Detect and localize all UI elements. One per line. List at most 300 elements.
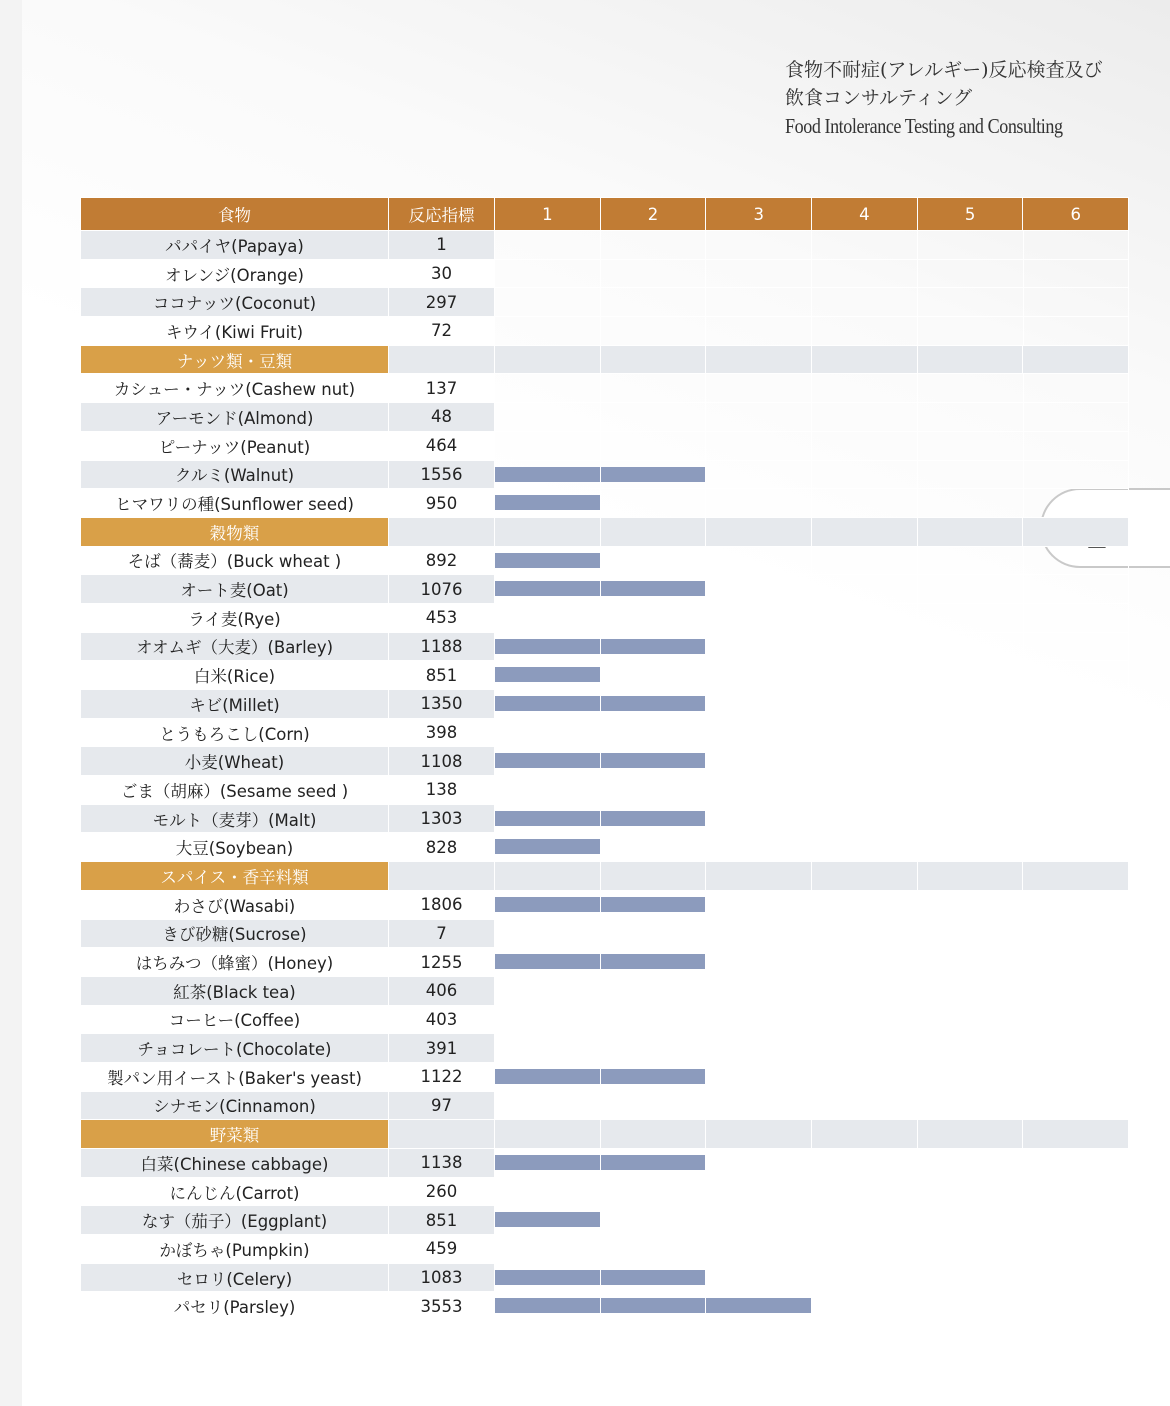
- food-name: セロリ(Celery): [81, 1263, 389, 1292]
- column-divider: [705, 374, 706, 402]
- col-header-level-6: 6: [1023, 198, 1129, 231]
- level-bar-cell: [495, 661, 1129, 690]
- column-divider: [917, 833, 918, 861]
- table-row: [81, 1034, 1129, 1063]
- reaction-index: 7: [389, 919, 495, 948]
- column-divider: [811, 260, 812, 288]
- table-row: [81, 403, 1129, 432]
- column-divider: [811, 719, 812, 747]
- table-row: [81, 1292, 1129, 1321]
- column-divider: [917, 260, 918, 288]
- food-name: 紅茶(Black tea): [81, 976, 389, 1005]
- table-row: [81, 1206, 1129, 1235]
- column-divider: [1023, 1063, 1024, 1091]
- level-bar-segment: [601, 1155, 707, 1170]
- column-divider: [1023, 747, 1024, 775]
- table-row: [81, 546, 1129, 575]
- level-bar-segment: [495, 639, 601, 654]
- level-bar-segment: [495, 954, 601, 969]
- level-bar-segment: [601, 639, 707, 654]
- header-title-jp-line1: 食物不耐症(アレルギー)反応検査及び: [785, 59, 1103, 81]
- column-divider: [600, 661, 601, 689]
- column-divider: [705, 805, 706, 833]
- reaction-index: 892: [389, 546, 495, 575]
- food-name: ピーナッツ(Peanut): [81, 431, 389, 460]
- food-name: パパイヤ(Papaya): [81, 231, 389, 260]
- level-bar-segment: [495, 553, 601, 568]
- food-name: オート麦(Oat): [81, 575, 389, 604]
- table-row: [81, 259, 1129, 288]
- level-bar-segment: [601, 1270, 707, 1285]
- level-bar-cell: [495, 632, 1129, 661]
- reaction-index: 464: [389, 431, 495, 460]
- column-divider: [917, 575, 918, 603]
- empty-cell: [917, 1120, 1023, 1149]
- column-divider: [811, 833, 812, 861]
- level-bar-cell: [495, 690, 1129, 719]
- column-divider: [705, 776, 706, 804]
- column-divider: [600, 1006, 601, 1034]
- reaction-index: 1350: [389, 690, 495, 719]
- column-divider: [917, 432, 918, 460]
- level-bar-cell: [495, 976, 1129, 1005]
- column-divider: [811, 403, 812, 431]
- level-bar-segment: [601, 696, 707, 711]
- level-bar-segment: [495, 495, 601, 510]
- column-divider: [811, 661, 812, 689]
- column-divider: [600, 747, 601, 775]
- column-divider: [1023, 604, 1024, 632]
- level-bar-cell: [495, 546, 1129, 575]
- column-divider: [917, 948, 918, 976]
- column-divider: [811, 891, 812, 919]
- level-bar-segment: [706, 1298, 812, 1313]
- column-divider: [917, 1178, 918, 1206]
- level-bar-cell: [495, 1292, 1129, 1321]
- column-divider: [705, 1034, 706, 1062]
- reaction-index: 97: [389, 1091, 495, 1120]
- column-divider: [917, 747, 918, 775]
- column-divider: [917, 805, 918, 833]
- column-divider: [811, 547, 812, 575]
- column-divider: [1023, 1206, 1024, 1234]
- column-divider: [811, 977, 812, 1005]
- column-divider: [917, 719, 918, 747]
- column-divider: [917, 288, 918, 316]
- level-bar-cell: [495, 919, 1129, 948]
- reaction-index: 297: [389, 288, 495, 317]
- column-divider: [600, 1206, 601, 1234]
- level-bar-cell: [495, 489, 1129, 518]
- column-divider: [600, 489, 601, 517]
- level-bar-cell: [495, 431, 1129, 460]
- column-divider: [811, 489, 812, 517]
- column-divider: [600, 432, 601, 460]
- column-divider: [600, 1092, 601, 1120]
- empty-cell: [495, 862, 601, 891]
- empty-cell: [600, 1120, 706, 1149]
- column-divider: [1023, 231, 1024, 259]
- level-bar-cell: [495, 890, 1129, 919]
- column-divider: [1023, 1034, 1024, 1062]
- category-label: 野菜類: [81, 1120, 389, 1149]
- table-row: [81, 632, 1129, 661]
- column-divider: [705, 604, 706, 632]
- table-row: [81, 231, 1129, 260]
- reaction-index: 1556: [389, 460, 495, 489]
- column-divider: [705, 948, 706, 976]
- reaction-index: 1303: [389, 804, 495, 833]
- food-name: 大豆(Soybean): [81, 833, 389, 862]
- level-bar-cell: [495, 288, 1129, 317]
- food-name: ライ麦(Rye): [81, 603, 389, 632]
- column-divider: [705, 1149, 706, 1177]
- column-divider: [811, 948, 812, 976]
- column-divider: [1023, 1092, 1024, 1120]
- table-row: [81, 1235, 1129, 1264]
- column-divider: [917, 977, 918, 1005]
- column-divider: [600, 948, 601, 976]
- level-bar-cell: [495, 374, 1129, 403]
- column-divider: [600, 833, 601, 861]
- table-row: [81, 1263, 1129, 1292]
- table-row: [81, 661, 1129, 690]
- column-divider: [1023, 260, 1024, 288]
- column-divider: [600, 1235, 601, 1263]
- table-row: [81, 575, 1129, 604]
- column-divider: [917, 776, 918, 804]
- level-bar-segment: [495, 667, 601, 682]
- empty-cell: [706, 345, 812, 374]
- empty-cell: [1023, 517, 1129, 546]
- column-divider: [705, 575, 706, 603]
- empty-cell: [600, 345, 706, 374]
- column-divider: [1023, 891, 1024, 919]
- level-bar-segment: [495, 467, 601, 482]
- level-bar-cell: [495, 1091, 1129, 1120]
- column-divider: [705, 1292, 706, 1320]
- table-row: [81, 1005, 1129, 1034]
- level-bar-cell: [495, 259, 1129, 288]
- level-bar-segment: [601, 467, 707, 482]
- column-divider: [1023, 461, 1024, 489]
- food-name: にんじん(Carrot): [81, 1177, 389, 1206]
- food-name: コーヒー(Coffee): [81, 1005, 389, 1034]
- column-divider: [1023, 1235, 1024, 1263]
- level-bar-segment: [601, 581, 707, 596]
- column-divider: [705, 690, 706, 718]
- reaction-index: 851: [389, 661, 495, 690]
- level-bar-cell: [495, 776, 1129, 805]
- column-divider: [1023, 948, 1024, 976]
- empty-cell: [812, 345, 918, 374]
- column-divider: [811, 690, 812, 718]
- column-divider: [917, 403, 918, 431]
- column-divider: [917, 1149, 918, 1177]
- column-divider: [811, 1235, 812, 1263]
- level-bar-segment: [495, 897, 601, 912]
- food-name: ヒマワリの種(Sunflower seed): [81, 489, 389, 518]
- food-name: アーモンド(Almond): [81, 403, 389, 432]
- table-row: [81, 976, 1129, 1005]
- food-name: きび砂糖(Sucrose): [81, 919, 389, 948]
- level-bar-segment: [495, 1155, 601, 1170]
- food-name: かぼちゃ(Pumpkin): [81, 1235, 389, 1264]
- column-divider: [917, 1006, 918, 1034]
- level-bar-cell: [495, 603, 1129, 632]
- table-row: [81, 1149, 1129, 1178]
- level-bar-cell: [495, 1263, 1129, 1292]
- column-divider: [705, 747, 706, 775]
- column-divider: [917, 604, 918, 632]
- level-bar-cell: [495, 804, 1129, 833]
- column-divider: [917, 1264, 918, 1292]
- column-divider: [811, 1149, 812, 1177]
- column-divider: [600, 575, 601, 603]
- table-body: [81, 231, 1129, 1321]
- category-label: スパイス・香辛料類: [81, 862, 389, 891]
- column-divider: [600, 719, 601, 747]
- empty-cell: [917, 862, 1023, 891]
- column-divider: [917, 489, 918, 517]
- empty-cell: [495, 517, 601, 546]
- reaction-index: 137: [389, 374, 495, 403]
- column-divider: [1023, 1264, 1024, 1292]
- column-divider: [917, 690, 918, 718]
- level-bar-segment: [495, 696, 601, 711]
- level-bar-segment: [495, 839, 601, 854]
- header-title-jp-line2: 飲食コンサルティング: [785, 87, 973, 109]
- level-bar-cell: [495, 833, 1129, 862]
- column-divider: [600, 1178, 601, 1206]
- column-divider: [811, 747, 812, 775]
- column-divider: [1023, 920, 1024, 948]
- column-divider: [600, 1292, 601, 1320]
- column-divider: [705, 547, 706, 575]
- column-divider: [917, 547, 918, 575]
- column-divider: [917, 1292, 918, 1320]
- reaction-index: 1108: [389, 747, 495, 776]
- table-row: [81, 1177, 1129, 1206]
- column-divider: [811, 432, 812, 460]
- level-bar-cell: [495, 1062, 1129, 1091]
- column-divider: [811, 1206, 812, 1234]
- food-name: はちみつ（蜂蜜）(Honey): [81, 948, 389, 977]
- column-divider: [917, 1206, 918, 1234]
- level-bar-segment: [495, 1298, 601, 1313]
- reaction-index: 3553: [389, 1292, 495, 1321]
- table-row: [81, 460, 1129, 489]
- column-divider: [600, 403, 601, 431]
- column-divider: [1023, 1178, 1024, 1206]
- level-bar-segment: [601, 1069, 707, 1084]
- column-divider: [600, 1149, 601, 1177]
- reaction-index: 851: [389, 1206, 495, 1235]
- column-divider: [811, 317, 812, 345]
- column-divider: [705, 1178, 706, 1206]
- category-label: 穀物類: [81, 517, 389, 546]
- column-divider: [600, 260, 601, 288]
- table-row: [81, 919, 1129, 948]
- column-divider: [1023, 1292, 1024, 1320]
- level-bar-segment: [495, 1069, 601, 1084]
- column-divider: [917, 1092, 918, 1120]
- column-divider: [1023, 719, 1024, 747]
- column-divider: [600, 805, 601, 833]
- column-divider: [600, 1063, 601, 1091]
- column-divider: [705, 403, 706, 431]
- column-divider: [917, 661, 918, 689]
- column-divider: [1023, 547, 1024, 575]
- column-divider: [1023, 661, 1024, 689]
- column-divider: [811, 776, 812, 804]
- col-header-level-5: 5: [917, 198, 1023, 231]
- table-row: [81, 718, 1129, 747]
- column-divider: [1023, 1006, 1024, 1034]
- column-divider: [600, 231, 601, 259]
- column-divider: [705, 833, 706, 861]
- column-divider: [1023, 690, 1024, 718]
- column-divider: [917, 231, 918, 259]
- empty-cell: [706, 862, 812, 891]
- level-bar-cell: [495, 1005, 1129, 1034]
- empty-cell: [917, 345, 1023, 374]
- food-name: 白米(Rice): [81, 661, 389, 690]
- level-bar-cell: [495, 317, 1129, 346]
- column-divider: [705, 719, 706, 747]
- level-bar-cell: [495, 231, 1129, 260]
- food-name: とうもろこし(Corn): [81, 718, 389, 747]
- column-divider: [705, 432, 706, 460]
- reaction-index: 950: [389, 489, 495, 518]
- empty-cell: [1023, 1120, 1129, 1149]
- level-bar-cell: [495, 948, 1129, 977]
- column-divider: [1023, 403, 1024, 431]
- food-name: なす（茄子）(Eggplant): [81, 1206, 389, 1235]
- column-divider: [1023, 977, 1024, 1005]
- level-bar-cell: [495, 1034, 1129, 1063]
- level-bar-segment: [601, 954, 707, 969]
- empty-cell: [600, 862, 706, 891]
- table-row: [81, 431, 1129, 460]
- level-bar-segment: [495, 811, 601, 826]
- empty-cell: [495, 1120, 601, 1149]
- category-row: [81, 862, 1129, 891]
- level-bar-segment: [601, 897, 707, 912]
- column-divider: [600, 374, 601, 402]
- column-divider: [705, 1063, 706, 1091]
- column-divider: [600, 977, 601, 1005]
- column-divider: [811, 1034, 812, 1062]
- food-name: 製パン用イースト(Baker's yeast): [81, 1062, 389, 1091]
- reaction-index: 398: [389, 718, 495, 747]
- column-divider: [600, 547, 601, 575]
- reaction-index: 459: [389, 1235, 495, 1264]
- column-divider: [917, 317, 918, 345]
- column-divider: [705, 288, 706, 316]
- column-divider: [811, 1063, 812, 1091]
- level-bar-cell: [495, 747, 1129, 776]
- level-bar-segment: [495, 1212, 601, 1227]
- empty-cell: [812, 862, 918, 891]
- column-divider: [1023, 633, 1024, 661]
- food-name: 小麦(Wheat): [81, 747, 389, 776]
- column-divider: [811, 288, 812, 316]
- col-header-index: 反応指標: [389, 198, 495, 231]
- column-divider: [600, 920, 601, 948]
- table-row: [81, 1091, 1129, 1120]
- table-row: [81, 776, 1129, 805]
- column-divider: [1023, 833, 1024, 861]
- table-row: [81, 948, 1129, 977]
- category-row: [81, 345, 1129, 374]
- column-divider: [705, 920, 706, 948]
- col-header-level-2: 2: [600, 198, 706, 231]
- column-divider: [705, 1206, 706, 1234]
- empty-cell: [1023, 345, 1129, 374]
- column-divider: [600, 317, 601, 345]
- reaction-index: 260: [389, 1177, 495, 1206]
- column-divider: [917, 1063, 918, 1091]
- col-header-level-3: 3: [706, 198, 812, 231]
- level-bar-segment: [601, 753, 707, 768]
- column-divider: [600, 604, 601, 632]
- table-header-row: [81, 198, 1129, 231]
- column-divider: [600, 461, 601, 489]
- reaction-index: 1076: [389, 575, 495, 604]
- level-bar-cell: [495, 1206, 1129, 1235]
- table-row: [81, 804, 1129, 833]
- column-divider: [600, 1264, 601, 1292]
- empty-cell: [600, 517, 706, 546]
- empty-cell: [389, 345, 495, 374]
- header-title-en: Food Intolerance Testing and Consulting: [785, 114, 1063, 138]
- report-header: [785, 56, 1145, 140]
- reaction-index: 30: [389, 259, 495, 288]
- reaction-index: 1255: [389, 948, 495, 977]
- table-row: [81, 317, 1129, 346]
- food-name: わさび(Wasabi): [81, 890, 389, 919]
- table-row: [81, 374, 1129, 403]
- column-divider: [705, 1006, 706, 1034]
- column-divider: [1023, 776, 1024, 804]
- level-bar-segment: [495, 581, 601, 596]
- reaction-index: 1083: [389, 1263, 495, 1292]
- column-divider: [811, 231, 812, 259]
- food-name: クルミ(Walnut): [81, 460, 389, 489]
- column-divider: [917, 891, 918, 919]
- column-divider: [1023, 1149, 1024, 1177]
- column-divider: [705, 231, 706, 259]
- reaction-index: 828: [389, 833, 495, 862]
- column-divider: [705, 260, 706, 288]
- column-divider: [917, 1034, 918, 1062]
- table-row: [81, 603, 1129, 632]
- column-divider: [1023, 489, 1024, 517]
- table-row: [81, 747, 1129, 776]
- food-name: モルト（麦芽）(Malt): [81, 804, 389, 833]
- reaction-index: 1138: [389, 1149, 495, 1178]
- column-divider: [811, 461, 812, 489]
- empty-cell: [706, 517, 812, 546]
- column-divider: [705, 977, 706, 1005]
- empty-cell: [917, 517, 1023, 546]
- column-divider: [705, 661, 706, 689]
- column-divider: [600, 1034, 601, 1062]
- col-header-level-4: 4: [812, 198, 918, 231]
- table-row: [81, 690, 1129, 719]
- column-divider: [705, 633, 706, 661]
